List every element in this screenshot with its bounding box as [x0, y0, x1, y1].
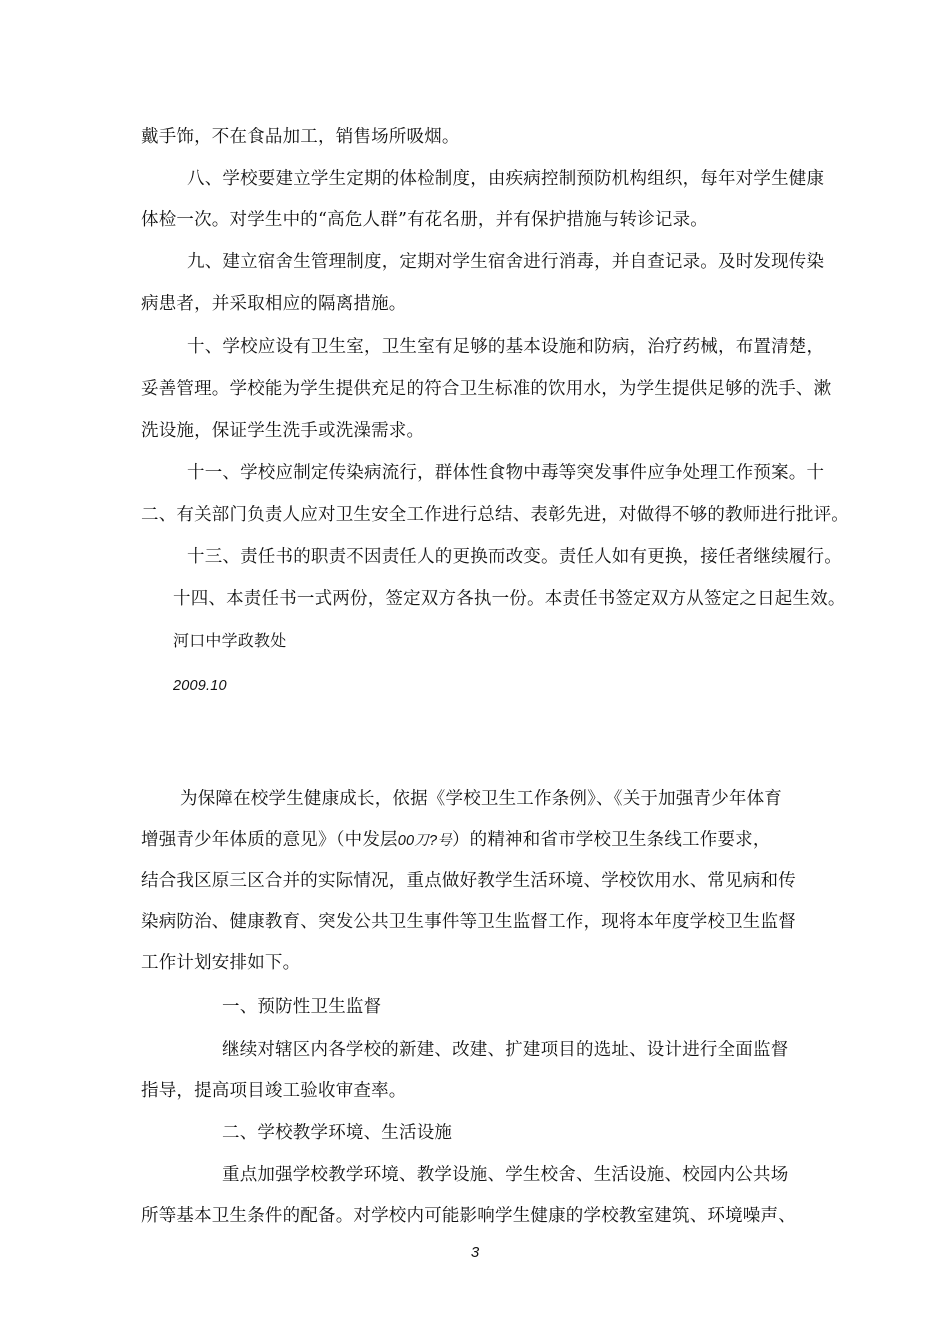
text-line: 继续对辖区内各学校的新建、改建、扩建项目的选址、设计进行全面监督 [222, 1040, 789, 1060]
text-line: 所等基本卫生条件的配备。对学校内可能影响学生健康的学校教室建筑、环境噪声、 [141, 1206, 796, 1226]
text-line: 洗设施，保证学生洗手或洗澡需求。 [141, 421, 425, 441]
text-segment: 增强青少年体质的意见》（中发层 [141, 830, 398, 850]
text-line: 八、学校要建立学生定期的体检制度，由疾病控制预防机构组织，每年对学生健康 [187, 169, 825, 189]
text-line: 结合我区原三区合并的实际情况，重点做好教学生活环境、学校饮用水、常见病和传 [141, 871, 796, 891]
text-line: 体检一次。对学生中的“高危人群”有花名册，并有保护措施与转诊记录。 [141, 210, 708, 230]
text-line: 病患者，并采取相应的隔离措施。 [141, 294, 407, 314]
text-line: 十三、责任书的职责不因责任人的更换而改变。责任人如有更换，接任者继续履行。 [187, 547, 842, 567]
date: 2009.10 [173, 678, 227, 694]
text-line: 染病防治、健康教育、突发公共卫生事件等卫生监督工作，现将本年度学校卫生监督 [141, 912, 796, 932]
text-line: 妥善管理。学校能为学生提供充足的符合卫生标准的饮用水，为学生提供足够的洗手、漱 [141, 379, 832, 399]
text-line: 工作计划安排如下。 [141, 953, 301, 973]
text-line: 九、建立宿舍生管理制度，定期对学生宿舍进行消毒，并自查记录。及时发现传染 [187, 252, 825, 272]
text-line: 为保障在校学生健康成长，依据《学校卫生工作条例》、《关于加强青少年体育 [180, 789, 782, 809]
text-line: 重点加强学校教学环境、教学设施、学生校舍、生活设施、校园内公共场 [222, 1165, 789, 1185]
text-line: 十、学校应设有卫生室，卫生室有足够的基本设施和防病，治疗药械，布置清楚， [187, 337, 825, 357]
document-code: 00刀?号 [397, 833, 452, 849]
signature: 河口中学政教处 [173, 631, 287, 650]
text-line: 二、有关部门负责人应对卫生安全工作进行总结、表彰先进，对做得不够的教师进行批评。 [141, 505, 849, 525]
section-heading: 一、预防性卫生监督 [222, 997, 382, 1017]
text-line: 十四、本责任书一式两份，签定双方各执一份。本责任书签定双方从签定之日起生效。 [173, 589, 846, 609]
section-heading: 二、学校教学环境、生活设施 [222, 1123, 453, 1143]
page-number: 3 [470, 1244, 480, 1261]
text-segment: ）的精神和省市学校卫生条线工作要求， [451, 830, 771, 850]
text-line: 戴手饰，不在食品加工，销售场所吸烟。 [141, 127, 460, 147]
text-line: 十一、学校应制定传染病流行，群体性食物中毒等突发事件应争处理工作预案。十 [187, 463, 825, 483]
text-line: 指导，提高项目竣工验收审查率。 [141, 1081, 407, 1101]
text-line [141, 829, 771, 852]
